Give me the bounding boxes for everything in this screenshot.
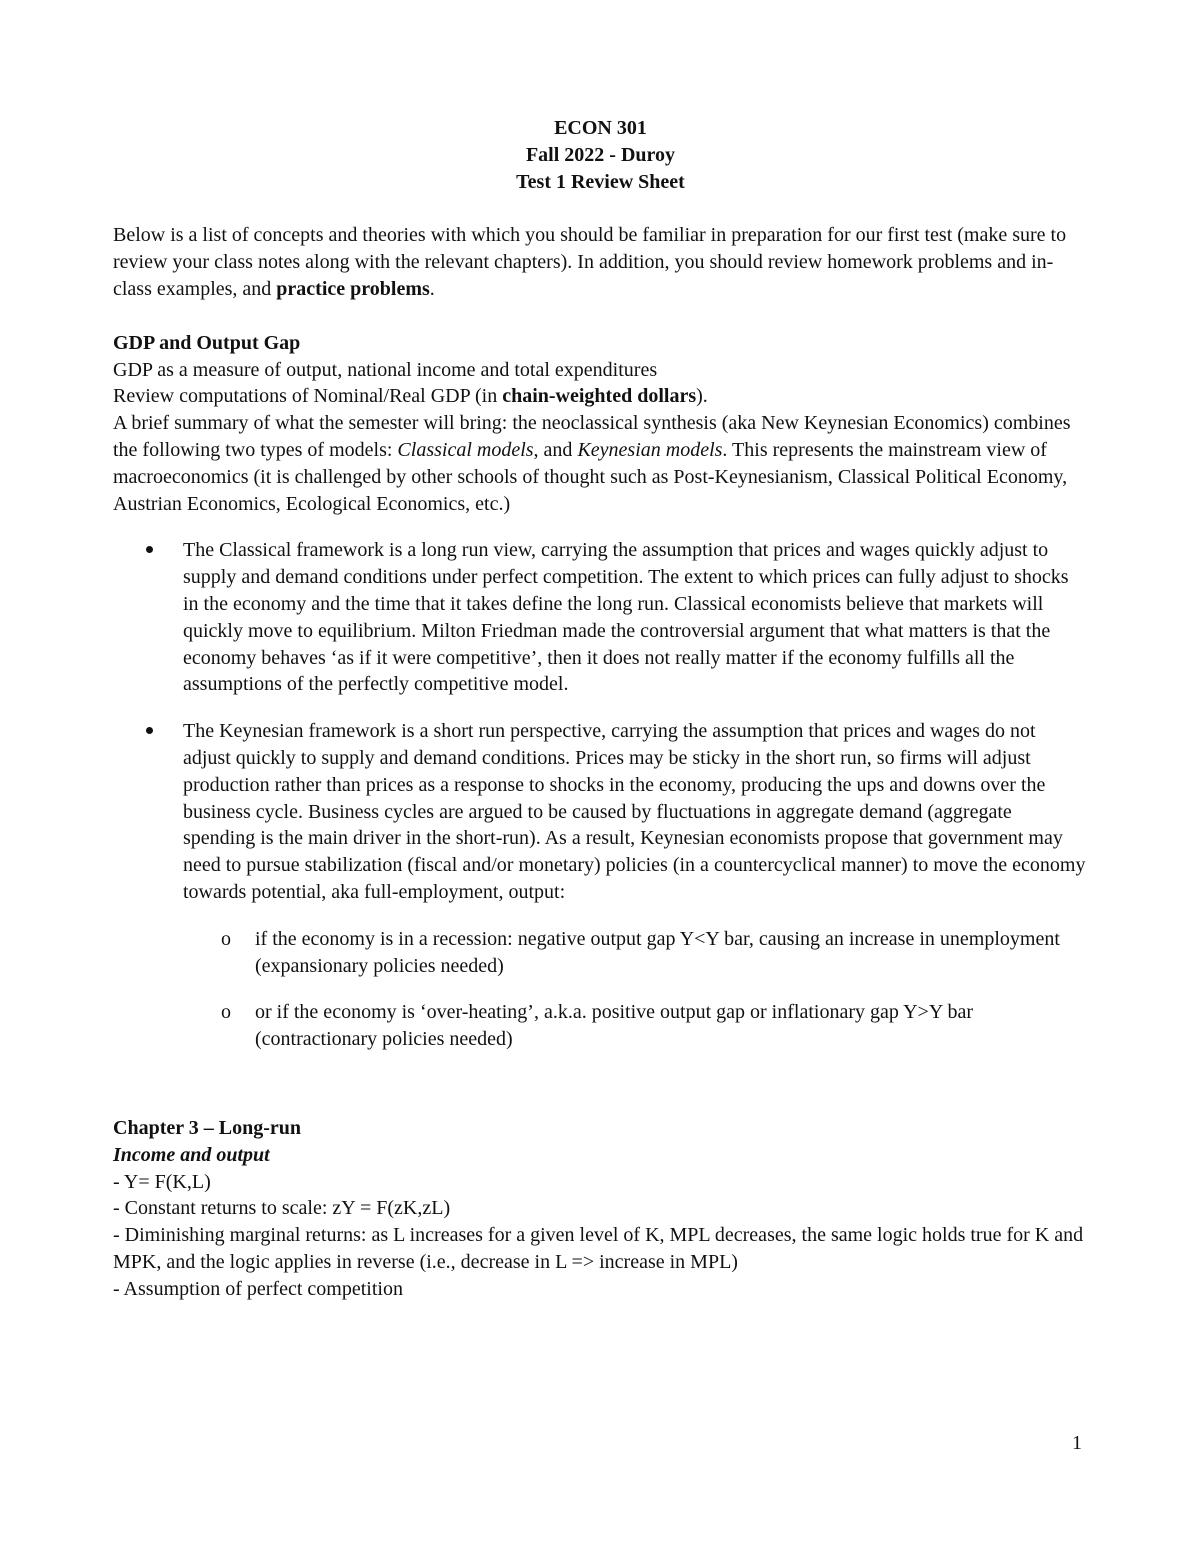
chapter3-line-1: - Y= F(K,L) <box>113 1170 211 1193</box>
summary-classical: Classical models <box>397 438 534 461</box>
intro-text-2: . <box>429 277 435 300</box>
sub-bullet-icon: o <box>221 1001 231 1024</box>
summary-pre: A brief summary of what the semester will bring: the neoclassical synthesis (aka New Keynesian Economics) combines the following two types of models: <box>113 412 1071 461</box>
gdp-line-2-post: ). <box>696 385 708 408</box>
list-item-recession <box>183 926 1088 980</box>
output-gap-list <box>183 926 1088 1053</box>
gdp-line-2-bold: chain-weighted dollars <box>502 385 697 408</box>
gdp-line-2-pre: Review computations of Nominal/Real GDP (in <box>113 385 503 408</box>
semester-summary-paragraph <box>113 410 1088 517</box>
summary-mid: , and <box>533 438 578 461</box>
chapter3-line-2: - Constant returns to scale: zY = F(zK,zL) <box>113 1197 451 1220</box>
sub-bullet-icon: o <box>221 927 231 950</box>
classical-text: The Classical framework is a long run view, carrying the assumption that prices and wages quickly adjust to supply and demand conditions under perfect competition. The extent to which prices can fully adjust to shocks in the economy and the time that it takes define the long run. Classical economists believe that markets will quickly move to equilibrium. Milton Friedman made the controversial argument that what matters is that the economy behaves ‘as if it were competitive’, then it does not really matter if the economy fulfills all the assumptions of the perfectly competitive model. <box>183 539 1069 696</box>
gdp-line-2 <box>113 383 1088 410</box>
overheating-text: or if the economy is ‘over-heating’, a.k.a. positive output gap or inflationary gap Y>Y bar (contractionary policies needed) <box>255 1001 974 1051</box>
framework-list <box>113 537 1088 1053</box>
summary-post: . This represents the mainstream view of macroeconomics (it is challenged by other schools of thought such as Post-Keynesianism, Classical Political Economy, Austrian Economics, Ecological Economics, etc.) <box>113 438 1068 515</box>
list-item-keynesian <box>113 718 1088 1053</box>
list-item-classical <box>113 537 1088 698</box>
chapter3-line-3: - Diminishing marginal returns: as L increases for a given level of K, MPL decreases, the same logic holds true for K and MPK, and the logic applies in reverse (i.e., decrease in L => increase in MPL) <box>113 1224 1084 1273</box>
recession-text: if the economy is in a recession: negative output gap Y<Y bar, causing an increase in unemployment (expansionary policies needed) <box>255 927 1060 977</box>
section-heading-chapter3: Chapter 3 – Long-run <box>113 1116 301 1139</box>
gdp-line-1: GDP as a measure of output, national income and total expenditures <box>113 358 658 381</box>
subheading-income-output: Income and output <box>113 1143 270 1166</box>
chapter3-line-4: - Assumption of perfect competition <box>113 1277 403 1300</box>
bullet-icon <box>146 546 153 553</box>
intro-bold: practice problems <box>276 277 430 300</box>
list-item-overheating <box>183 999 1088 1053</box>
term-instructor: Fall 2022 - Duroy <box>525 143 676 166</box>
intro-paragraph <box>113 222 1088 302</box>
bullet-icon <box>146 727 153 734</box>
section-heading-gdp: GDP and Output Gap <box>113 331 301 354</box>
course-title: ECON 301 <box>554 117 647 139</box>
page-number: 1 <box>1072 1432 1082 1454</box>
keynesian-text: The Keynesian framework is a short run perspective, carrying the assumption that prices and wages do not adjust quickly to supply and demand conditions. Prices may be sticky in the short run, so firms will adjust production rather than prices as a response to shocks in the economy, producing the ups and downs over the business cycle. Business cycles are argued to be caused by fluctuations in aggregate demand (aggregate spending is the main driver in the short-run). As a result, Keynesian economists propose that government may need to pursue stabilization (fiscal and/or monetary) policies (in a countercyclical manner) to move the economy towards potential, aka full-employment, output: <box>183 720 1086 903</box>
summary-keynesian: Keynesian models <box>577 438 723 461</box>
intro-text-1: Below is a list of concepts and theories with which you should be familiar in preparation for our first test (make sure to review your class notes along with the relevant chapters). In addition, you should review homework problems and in-class examples, and <box>113 224 1067 300</box>
document-page <box>113 115 1088 1302</box>
sheet-title: Test 1 Review Sheet <box>516 170 685 193</box>
